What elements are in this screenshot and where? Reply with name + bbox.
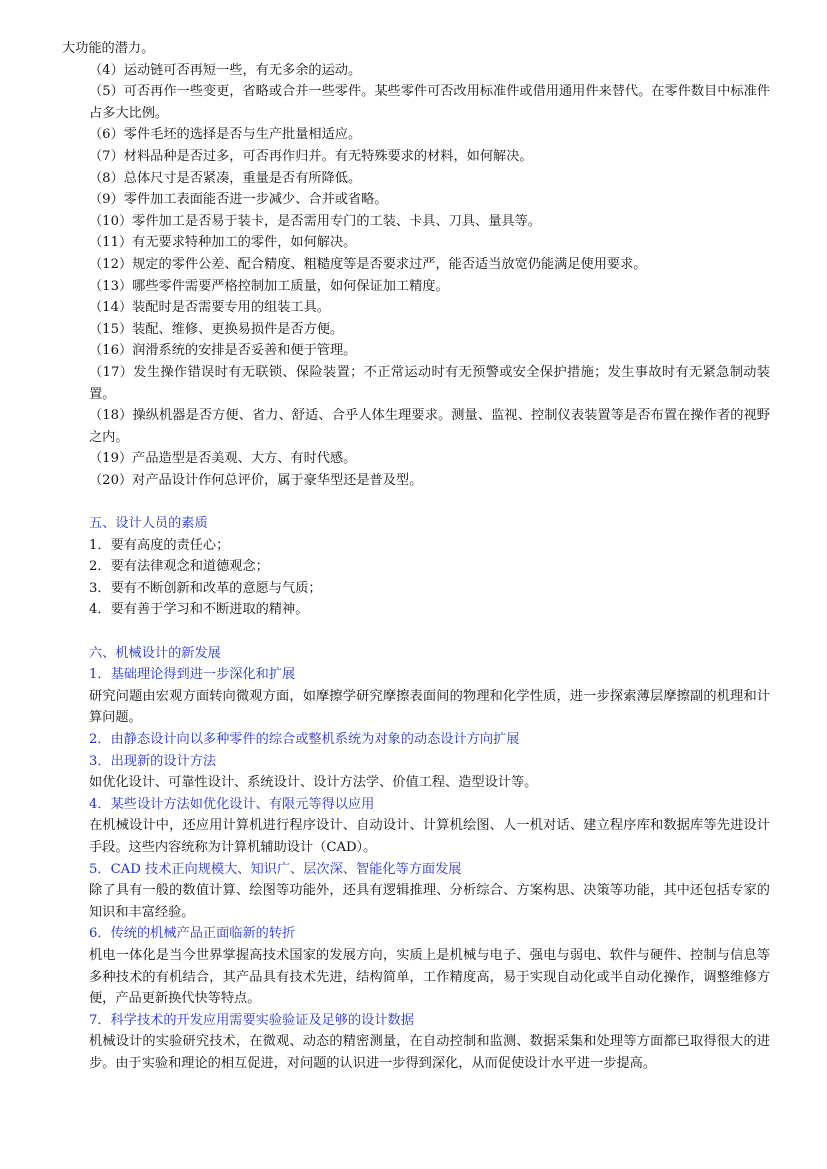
section-new-developments <box>62 643 770 1075</box>
section-heading: 五、设计人员的素质 <box>89 516 208 532</box>
subsection-title: 2．由静态设计向以多种零件的综合或整机系统为对象的动态设计方向扩展 <box>89 732 520 747</box>
checklist-item: （14）装配时是否需要专用的组装工具。 <box>89 300 330 316</box>
subsection-title: 5．CAD 技术正向规模大、知识广、层次深、智能化等方面发展 <box>89 861 462 877</box>
subsection-title: 6．传统的机械产品正面临新的转折 <box>89 926 296 942</box>
checklist <box>62 60 770 492</box>
section-heading: 六、机械设计的新发展 <box>89 645 221 661</box>
intro-line: 大功能的潜力。 <box>62 41 155 56</box>
list-item: 3．要有不断创新和改革的意愿与气质； <box>89 580 322 596</box>
checklist-item: （6）零件毛坯的选择是否与生产批量相适应。 <box>89 127 362 143</box>
subsection-body: 机械设计的实验研究技术，在微观、动态的精密测量，在自动控制和监测、数据采集和处理等方面都已取得很大的进步。由于实验和理论的相互促进，对问题的认识进一步得到深化，从而促使设计水平进一步提高。 <box>89 1034 770 1071</box>
subsection-body: 除了具有一般的数值计算、绘图等功能外，还具有逻辑推理、分析综合、方案构思、决策等功能，其中还包括专家的知识和丰富经验。 <box>89 883 770 920</box>
subsection-body: 在机械设计中，还应用计算机进行程序设计、自动设计、计算机绘图、人一机对话、建立程序库和数据库等先进设计手段。这些内容统称为计算机辅助设计（CAD）。 <box>89 818 770 855</box>
subsection-title: 1．基础理论得到进一步深化和扩展 <box>89 667 296 683</box>
subsection-title: 3．出现新的设计方法 <box>89 753 217 769</box>
list-item: 4．要有善于学习和不断进取的精神。 <box>89 602 309 618</box>
document-page <box>62 38 770 1075</box>
subsection-body: 如优化设计、可靠性设计、系统设计、设计方法学、价值工程、造型设计等。 <box>89 775 538 791</box>
subsection-title: 7．科学技术的开发应用需要实验验证及足够的设计数据 <box>89 1012 414 1028</box>
checklist-item: （19）产品造型是否美观、大方、有时代感。 <box>89 451 357 467</box>
subsection-body: 研究问题由宏观方面转向微观方面，如摩擦学研究摩擦表面间的物理和化学性质，进一步探索薄层摩擦副的机理和计算问题。 <box>89 688 770 726</box>
subsection-body: 机电一体化是当今世界掌握高技术国家的发展方向，实质上是机械与电子、强电与弱电、软件与硬件、控制与信息等多种技术的有机结合，其产品具有技术先进，结构简单，工作精度高，易于实现自动化或半自动化操作，调整维修方便，产品更新换代快等特点。 <box>89 947 770 1007</box>
checklist-item: （7）材料品种是否过多，可否再作归并。有无特殊要求的材料，如何解决。 <box>89 148 533 164</box>
checklist-item: （13）哪些零件需要严格控制加工质量，如何保证加工精度。 <box>89 278 449 294</box>
list-item: 2．要有法律观念和道德观念； <box>89 559 269 575</box>
checklist-item: （11）有无要求特种加工的零件，如何解决。 <box>89 235 357 251</box>
checklist-item: （18）操纵机器是否方便、省力、舒适、合乎人体生理要求。测量、监视、控制仪表装置等是否布置在操作者的视野之内。 <box>89 408 770 445</box>
section-spacer <box>62 621 770 643</box>
section-designer-qualities <box>62 513 770 621</box>
subsection-title: 4．某些设计方法如优化设计、有限元等得以应用 <box>89 796 375 812</box>
checklist-item: （10）零件加工是否易于装卡，是否需用专门的工装、卡具、刀具、量具等。 <box>89 213 541 229</box>
checklist-item: （17）发生操作错误时有无联锁、保险装置；不正常运动时有无预警或安全保护措施；发生事故时有无紧急制动装置。 <box>89 364 770 402</box>
checklist-item: （4）运动链可否再短一些，有无多余的运动。 <box>89 62 362 78</box>
checklist-item: （20）对产品设计作何总评价，属于豪华型还是普及型。 <box>89 472 423 488</box>
checklist-item: （5）可否再作一些变更，省略或合并一些零件。某些零件可否改用标准件或借用通用件来替代。在零件数目中标准件占多大比例。 <box>89 84 770 121</box>
section-spacer <box>62 491 770 513</box>
checklist-item: （12）规定的零件公差、配合精度、粗糙度等是否要求过严，能否适当放宽仍能满足使用要求。 <box>89 256 647 272</box>
checklist-item: （9）零件加工表面能否进一步减少、合并或省略。 <box>89 192 388 208</box>
checklist-item: （16）润滑系统的安排是否妥善和便于管理。 <box>89 343 357 359</box>
list-item: 1．要有高度的责任心； <box>89 537 230 553</box>
checklist-item: （15）装配、维修、更换易损件是否方便。 <box>89 321 344 337</box>
checklist-item: （8）总体尺寸是否紧凑，重量是否有所降低。 <box>89 170 362 186</box>
